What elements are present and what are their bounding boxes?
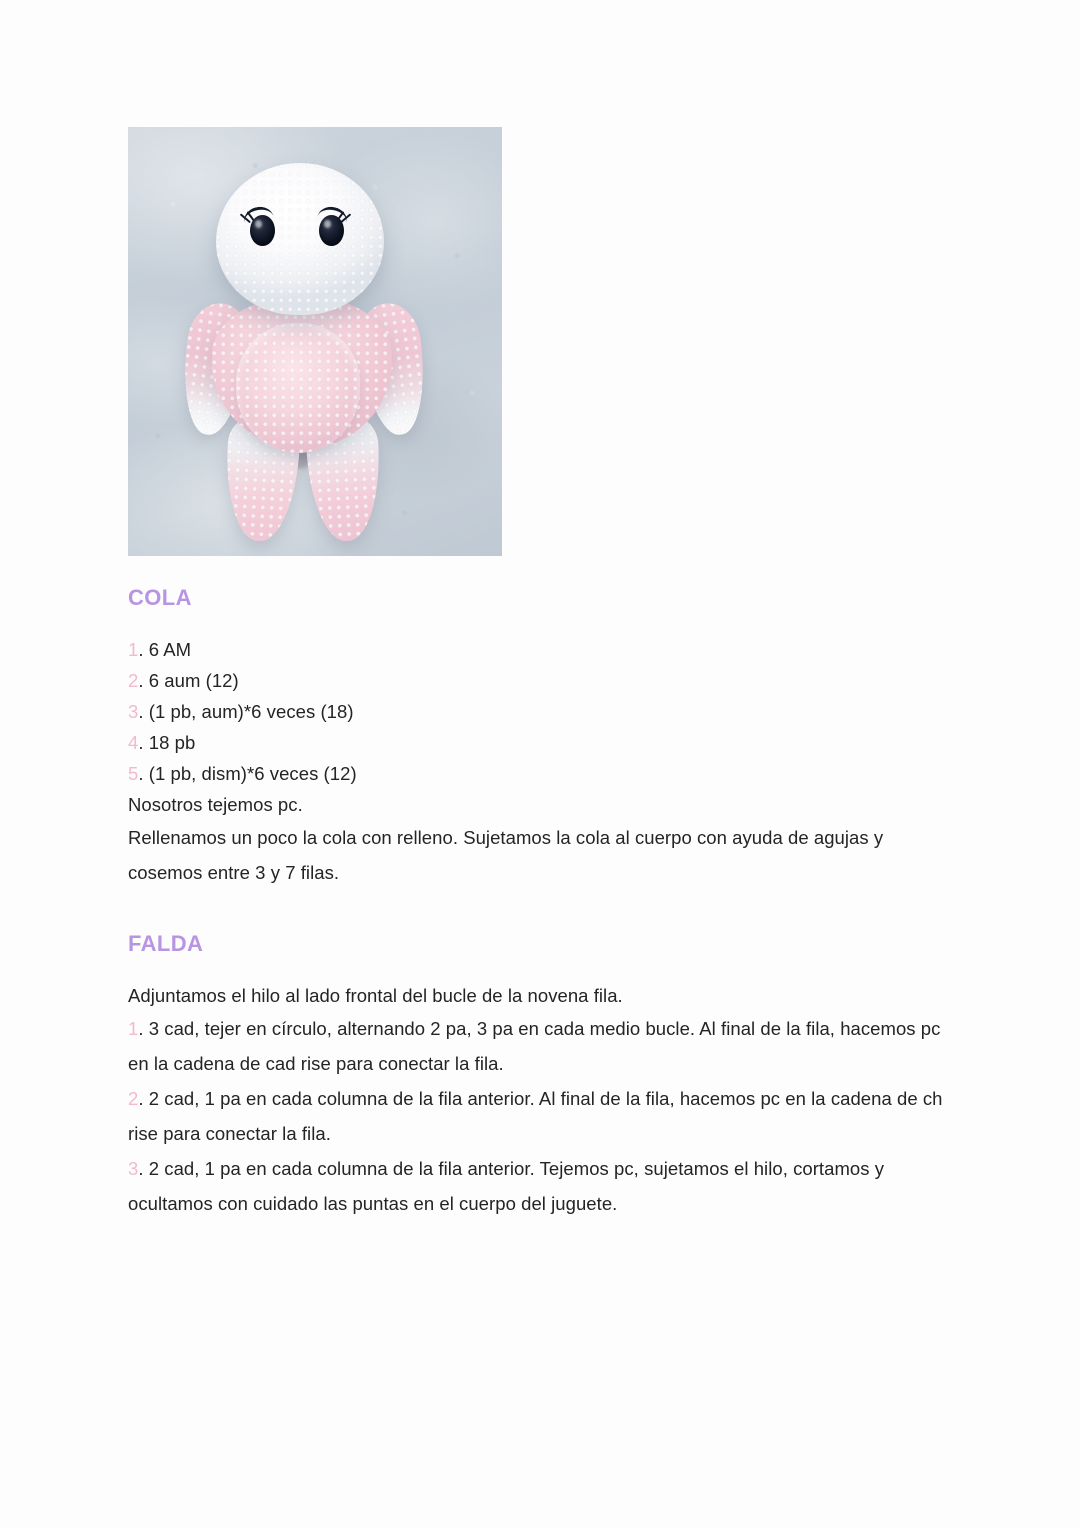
row-number: 5 [128,763,139,785]
row-dot: . [138,763,144,785]
row-dot: . [138,1158,144,1180]
cola-note: Nosotros tejemos pc. [128,794,303,816]
row-number: 4 [128,732,139,754]
plush-texture [236,323,360,453]
row-dot: . [138,732,144,754]
pattern-row [128,1011,948,1081]
row-text: 3 cad, tejer en círculo, alternando 2 pa, 3 pa en cada medio bucle. Al final de la fila, hacemos pc en la cadena de cad rise para conectar la fila. [128,1018,941,1075]
cola-instructions: Rellenamos un poco la cola con relleno. Sujetamos la cola al cuerpo con ayuda de agujas y cosemos entre 3 y 7 filas. [128,827,884,884]
section-falda [128,932,948,1221]
row-text: (1 pb, aum)*6 veces (18) [148,701,354,723]
row-text: (1 pb, dism)*6 veces (12) [148,763,357,785]
row-dot: . [138,701,144,723]
row-dot: . [138,1088,144,1110]
row-number: 1 [128,639,139,661]
amigurumi-doll-photo [128,127,502,556]
falda-intro: Adjuntamos el hilo al lado frontal del bucle de la novena fila. [128,985,623,1007]
pattern-row [128,634,948,665]
pattern-row [128,1151,948,1221]
doll-right-eye [319,215,344,246]
row-number: 2 [128,670,139,692]
row-number: 3 [128,1158,139,1180]
row-dot: . [138,670,144,692]
pattern-row [128,758,948,789]
falda-row-list [128,980,948,1221]
pattern-row [128,727,948,758]
row-text: 6 AM [148,639,192,661]
row-number: 1 [128,1018,139,1040]
page-content [128,127,948,1221]
row-dot: . [138,639,144,661]
row-number: 3 [128,701,139,723]
row-dot: . [138,1018,144,1040]
cola-row-list [128,634,948,890]
pattern-row [128,696,948,727]
row-text: 6 aum (12) [148,670,239,692]
doll-left-eye [250,215,275,246]
section-title-falda: FALDA [128,931,204,957]
section-cola [128,586,948,890]
doll-belly [236,323,360,453]
section-title-cola: COLA [128,585,192,610]
row-text: 18 pb [148,732,196,754]
row-text: 2 cad, 1 pa en cada columna de la fila anterior. Tejemos pc, sujetamos el hilo, cortamos y ocultamos con cuidado las puntas en el cuerpo del juguete. [128,1158,885,1215]
doll-head [216,163,384,315]
pattern-row [128,1081,948,1151]
doll-illustration [128,127,502,556]
row-number: 2 [128,1088,139,1110]
row-text: 2 cad, 1 pa en cada columna de la fila anterior. Al final de la fila, hacemos pc en la cadena de ch rise para conectar la fila. [128,1088,943,1145]
pattern-row [128,665,948,696]
plush-texture [216,163,384,315]
